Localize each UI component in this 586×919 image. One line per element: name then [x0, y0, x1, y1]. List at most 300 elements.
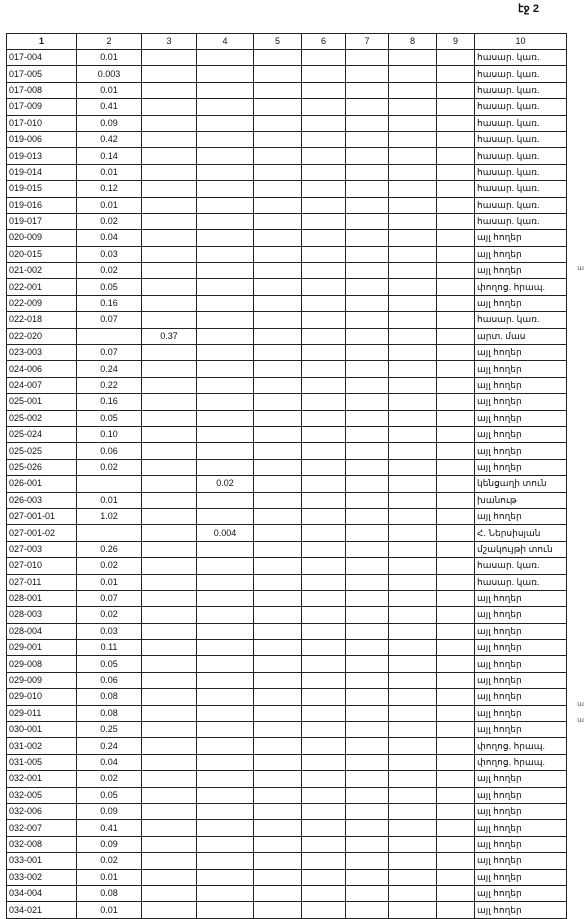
column-7-cell [346, 361, 389, 377]
column-7-cell [346, 82, 389, 98]
parcel-code-cell: 029-009 [7, 672, 77, 688]
column-7-cell [346, 656, 389, 672]
column-8-cell [389, 328, 437, 344]
column-4-cell [197, 148, 254, 164]
column-2-cell: 0.04 [77, 230, 142, 246]
column-8-cell [389, 689, 437, 705]
land-use-note-cell: այլ հողեր [475, 426, 567, 442]
column-8-cell [389, 541, 437, 557]
column-9-cell [437, 164, 475, 180]
parcel-code-cell: 029-008 [7, 656, 77, 672]
parcel-code-cell: 017-010 [7, 115, 77, 131]
parcel-code-cell: 022-020 [7, 328, 77, 344]
column-7-cell [346, 328, 389, 344]
column-6-cell [302, 82, 346, 98]
column-8-cell [389, 361, 437, 377]
column-5-cell [254, 213, 302, 229]
column-7-cell [346, 492, 389, 508]
land-use-note-cell: այլ հողեր [475, 246, 567, 262]
column-header-7: 7 [346, 34, 389, 50]
column-5-cell [254, 590, 302, 606]
column-7-cell [346, 66, 389, 82]
column-2-cell [77, 328, 142, 344]
column-7-cell [346, 213, 389, 229]
column-2-cell: 0.01 [77, 164, 142, 180]
column-9-cell [437, 295, 475, 311]
column-8-cell [389, 410, 437, 426]
column-4-cell [197, 82, 254, 98]
land-use-note-cell: այլ հողեր [475, 672, 567, 688]
parcel-code-cell: 022-018 [7, 312, 77, 328]
column-8-cell [389, 377, 437, 393]
column-5-cell [254, 377, 302, 393]
column-6-cell [302, 885, 346, 901]
land-use-note-cell: հասար. կառ. [475, 574, 567, 590]
column-7-cell [346, 459, 389, 475]
column-7-cell [346, 558, 389, 574]
column-3-cell [142, 640, 197, 656]
column-5-cell [254, 869, 302, 885]
column-5-cell [254, 279, 302, 295]
parcel-code-cell: 032-005 [7, 787, 77, 803]
column-9-cell [437, 574, 475, 590]
column-3-cell [142, 574, 197, 590]
column-4-cell [197, 738, 254, 754]
column-2-cell: 0.14 [77, 148, 142, 164]
column-9-cell [437, 230, 475, 246]
column-3-cell [142, 394, 197, 410]
column-4-cell [197, 705, 254, 721]
land-use-note-cell: այլ հողեր [475, 705, 567, 721]
column-4-cell [197, 361, 254, 377]
column-7-cell [346, 295, 389, 311]
column-5-cell [254, 492, 302, 508]
column-5-cell [254, 295, 302, 311]
column-header-2: 2 [77, 34, 142, 50]
column-7-cell [346, 115, 389, 131]
column-4-cell [197, 640, 254, 656]
table-row [7, 574, 567, 590]
table-row [7, 66, 567, 82]
parcel-code-cell: 032-008 [7, 836, 77, 852]
column-3-cell [142, 263, 197, 279]
column-3-cell [142, 869, 197, 885]
column-8-cell [389, 99, 437, 115]
table-row [7, 197, 567, 213]
table-row [7, 672, 567, 688]
column-3-cell [142, 853, 197, 869]
column-2-cell: 0.24 [77, 361, 142, 377]
column-4-cell [197, 853, 254, 869]
parcel-code-cell: 032-007 [7, 820, 77, 836]
parcel-code-cell: 019-006 [7, 131, 77, 147]
column-9-cell [437, 820, 475, 836]
column-6-cell [302, 590, 346, 606]
column-4-cell [197, 754, 254, 770]
column-2-cell: 1.02 [77, 508, 142, 524]
parcel-code-cell: 025-026 [7, 459, 77, 475]
column-2-cell [77, 525, 142, 541]
column-4-cell [197, 263, 254, 279]
column-9-cell [437, 426, 475, 442]
column-6-cell [302, 787, 346, 803]
column-9-cell [437, 213, 475, 229]
land-use-note-cell: այլ հողեր [475, 377, 567, 393]
parcel-code-cell: 019-015 [7, 181, 77, 197]
column-5-cell [254, 197, 302, 213]
column-7-cell [346, 754, 389, 770]
column-4-cell [197, 492, 254, 508]
column-5-cell [254, 672, 302, 688]
column-8-cell [389, 492, 437, 508]
column-9-cell [437, 738, 475, 754]
column-5-cell [254, 263, 302, 279]
column-5-cell [254, 558, 302, 574]
table-row [7, 82, 567, 98]
land-use-note-cell: այլ հողեր [475, 410, 567, 426]
column-6-cell [302, 459, 346, 475]
column-8-cell [389, 672, 437, 688]
parcel-code-cell: 032-006 [7, 803, 77, 819]
table-row [7, 590, 567, 606]
column-7-cell [346, 738, 389, 754]
column-5-cell [254, 312, 302, 328]
table-row [7, 279, 567, 295]
column-9-cell [437, 803, 475, 819]
land-use-note-cell: այլ հողեր [475, 263, 567, 279]
column-2-cell: 0.02 [77, 771, 142, 787]
column-5-cell [254, 181, 302, 197]
column-6-cell [302, 607, 346, 623]
column-2-cell: 0.07 [77, 312, 142, 328]
column-5-cell [254, 361, 302, 377]
column-8-cell [389, 476, 437, 492]
column-3-cell [142, 476, 197, 492]
column-5-cell [254, 607, 302, 623]
land-use-note-cell: արտ. մաս [475, 328, 567, 344]
column-9-cell [437, 263, 475, 279]
land-use-note-cell: հասար. կառ. [475, 50, 567, 66]
column-9-cell [437, 508, 475, 524]
column-9-cell [437, 99, 475, 115]
land-use-note-cell: այլ հողեր [475, 459, 567, 475]
table-row [7, 623, 567, 639]
ledger-body [7, 50, 567, 919]
column-2-cell: 0.12 [77, 181, 142, 197]
column-4-cell [197, 345, 254, 361]
column-6-cell [302, 131, 346, 147]
land-use-note-cell: այլ հողեր [475, 230, 567, 246]
column-6-cell [302, 328, 346, 344]
column-9-cell [437, 345, 475, 361]
column-9-cell [437, 590, 475, 606]
table-row [7, 443, 567, 459]
land-use-note-cell: այլ հողեր [475, 689, 567, 705]
column-9-cell [437, 558, 475, 574]
parcel-code-cell: 032-001 [7, 771, 77, 787]
column-3-cell [142, 312, 197, 328]
column-7-cell [346, 853, 389, 869]
column-9-cell [437, 869, 475, 885]
table-row [7, 410, 567, 426]
column-6-cell [302, 345, 346, 361]
column-4-cell [197, 197, 254, 213]
column-7-cell [346, 640, 389, 656]
column-7-cell [346, 836, 389, 852]
column-2-cell: 0.08 [77, 885, 142, 901]
column-2-cell: 0.02 [77, 607, 142, 623]
parcel-code-cell: 028-003 [7, 607, 77, 623]
column-6-cell [302, 443, 346, 459]
land-use-note-cell: այլ հողեր [475, 345, 567, 361]
column-7-cell [346, 672, 389, 688]
table-row [7, 836, 567, 852]
column-2-cell: 0.10 [77, 426, 142, 442]
column-2-cell: 0.06 [77, 672, 142, 688]
land-use-note-cell: հասար. կառ. [475, 82, 567, 98]
table-row [7, 607, 567, 623]
column-4-cell [197, 443, 254, 459]
column-3-cell [142, 246, 197, 262]
column-6-cell [302, 640, 346, 656]
column-7-cell [346, 345, 389, 361]
column-3-cell [142, 705, 197, 721]
column-2-cell: 0.05 [77, 410, 142, 426]
column-6-cell [302, 623, 346, 639]
column-9-cell [437, 443, 475, 459]
land-use-note-cell: հասար. կառ. [475, 148, 567, 164]
column-7-cell [346, 181, 389, 197]
column-9-cell [437, 328, 475, 344]
column-5-cell [254, 410, 302, 426]
table-row [7, 476, 567, 492]
land-use-note-cell: հասար. կառ. [475, 131, 567, 147]
column-6-cell [302, 705, 346, 721]
column-4-cell [197, 131, 254, 147]
column-6-cell [302, 66, 346, 82]
column-2-cell: 0.08 [77, 705, 142, 721]
column-7-cell [346, 263, 389, 279]
column-8-cell [389, 197, 437, 213]
parcel-code-cell: 034-004 [7, 885, 77, 901]
column-8-cell [389, 590, 437, 606]
column-9-cell [437, 181, 475, 197]
column-4-cell [197, 394, 254, 410]
column-8-cell [389, 279, 437, 295]
column-4-cell [197, 426, 254, 442]
parcel-code-cell: 031-002 [7, 738, 77, 754]
table-row [7, 328, 567, 344]
column-2-cell: 0.41 [77, 820, 142, 836]
column-3-cell [142, 148, 197, 164]
column-4-cell [197, 279, 254, 295]
column-8-cell [389, 181, 437, 197]
table-row [7, 738, 567, 754]
parcel-code-cell: 029-011 [7, 705, 77, 721]
page-number: էջ 2 [518, 3, 539, 15]
table-row [7, 885, 567, 901]
parcel-code-cell: 029-001 [7, 640, 77, 656]
column-6-cell [302, 115, 346, 131]
land-use-note-cell: կենցաղի տուն [475, 476, 567, 492]
column-9-cell [437, 885, 475, 901]
column-3-cell [142, 836, 197, 852]
land-ledger-table [6, 33, 567, 919]
column-8-cell [389, 722, 437, 738]
table-row [7, 361, 567, 377]
column-2-cell: 0.01 [77, 197, 142, 213]
column-3-cell [142, 295, 197, 311]
land-use-note-cell: այլ հողեր [475, 394, 567, 410]
parcel-code-cell: 026-001 [7, 476, 77, 492]
table-row [7, 689, 567, 705]
column-4-cell [197, 771, 254, 787]
column-3-cell [142, 164, 197, 180]
column-8-cell [389, 263, 437, 279]
column-4-cell [197, 295, 254, 311]
parcel-code-cell: 028-001 [7, 590, 77, 606]
column-4-cell [197, 836, 254, 852]
land-use-note-cell: այլ հողեր [475, 295, 567, 311]
column-3-cell [142, 66, 197, 82]
parcel-code-cell: 027-010 [7, 558, 77, 574]
column-5-cell [254, 836, 302, 852]
column-4-cell [197, 623, 254, 639]
column-3-cell [142, 541, 197, 557]
land-use-note-cell: այլ հողեր [475, 853, 567, 869]
parcel-code-cell: 022-009 [7, 295, 77, 311]
column-6-cell [302, 181, 346, 197]
table-row [7, 902, 567, 918]
column-6-cell [302, 230, 346, 246]
column-3-cell [142, 99, 197, 115]
column-9-cell [437, 656, 475, 672]
column-8-cell [389, 213, 437, 229]
column-6-cell [302, 541, 346, 557]
column-2-cell: 0.02 [77, 853, 142, 869]
column-2-cell: 0.09 [77, 115, 142, 131]
column-6-cell [302, 213, 346, 229]
column-6-cell [302, 771, 346, 787]
land-use-note-cell: այլ հողեր [475, 508, 567, 524]
column-6-cell [302, 246, 346, 262]
column-7-cell [346, 230, 389, 246]
column-8-cell [389, 246, 437, 262]
column-8-cell [389, 623, 437, 639]
column-4-cell [197, 590, 254, 606]
table-row [7, 246, 567, 262]
column-4-cell [197, 541, 254, 557]
parcel-code-cell: 025-002 [7, 410, 77, 426]
land-use-note-cell: այլ հողեր [475, 820, 567, 836]
column-4-cell [197, 410, 254, 426]
parcel-code-cell: 027-011 [7, 574, 77, 590]
column-6-cell [302, 525, 346, 541]
land-use-note-cell: այլ հողեր [475, 443, 567, 459]
column-3-cell [142, 885, 197, 901]
column-3-cell [142, 377, 197, 393]
parcel-code-cell: 017-004 [7, 50, 77, 66]
column-3-cell [142, 623, 197, 639]
column-3-cell [142, 820, 197, 836]
column-9-cell [437, 672, 475, 688]
parcel-code-cell: 017-005 [7, 66, 77, 82]
table-row [7, 525, 567, 541]
column-8-cell [389, 508, 437, 524]
column-8-cell [389, 312, 437, 328]
table-row [7, 394, 567, 410]
table-row [7, 508, 567, 524]
table-row [7, 50, 567, 66]
parcel-code-cell: 027-003 [7, 541, 77, 557]
column-9-cell [437, 836, 475, 852]
column-8-cell [389, 164, 437, 180]
column-8-cell [389, 115, 437, 131]
column-3-cell [142, 213, 197, 229]
land-use-note-cell: հասար. կառ. [475, 181, 567, 197]
column-3-cell [142, 902, 197, 918]
column-4-cell: 0.004 [197, 525, 254, 541]
column-5-cell [254, 803, 302, 819]
land-use-note-cell: հասար. կառ. [475, 66, 567, 82]
table-row [7, 853, 567, 869]
column-8-cell [389, 345, 437, 361]
column-7-cell [346, 590, 389, 606]
column-5-cell [254, 230, 302, 246]
column-4-cell [197, 689, 254, 705]
parcel-code-cell: 027-001-02 [7, 525, 77, 541]
column-2-cell: 0.16 [77, 295, 142, 311]
column-3-cell [142, 230, 197, 246]
column-7-cell [346, 787, 389, 803]
column-8-cell [389, 426, 437, 442]
parcel-code-cell: 017-009 [7, 99, 77, 115]
column-2-cell: 0.06 [77, 443, 142, 459]
land-use-note-cell: այլ հողեր [475, 902, 567, 918]
column-9-cell [437, 82, 475, 98]
column-6-cell [302, 574, 346, 590]
column-5-cell [254, 115, 302, 131]
land-use-note-cell: այլ հողեր [475, 787, 567, 803]
column-7-cell [346, 99, 389, 115]
column-6-cell [302, 738, 346, 754]
column-6-cell [302, 476, 346, 492]
column-2-cell: 0.03 [77, 246, 142, 262]
parcel-code-cell: 020-015 [7, 246, 77, 262]
parcel-code-cell: 033-002 [7, 869, 77, 885]
column-5-cell [254, 131, 302, 147]
column-2-cell: 0.41 [77, 99, 142, 115]
table-row [7, 722, 567, 738]
column-3-cell [142, 410, 197, 426]
column-6-cell [302, 426, 346, 442]
table-row [7, 640, 567, 656]
column-8-cell [389, 705, 437, 721]
column-5-cell [254, 738, 302, 754]
table-row [7, 558, 567, 574]
column-6-cell [302, 672, 346, 688]
column-4-cell [197, 164, 254, 180]
column-8-cell [389, 902, 437, 918]
column-6-cell [302, 377, 346, 393]
parcel-code-cell: 025-001 [7, 394, 77, 410]
column-8-cell [389, 525, 437, 541]
column-5-cell [254, 328, 302, 344]
column-9-cell [437, 476, 475, 492]
column-5-cell [254, 246, 302, 262]
column-4-cell [197, 558, 254, 574]
land-use-note-cell: հասար. կառ. [475, 115, 567, 131]
